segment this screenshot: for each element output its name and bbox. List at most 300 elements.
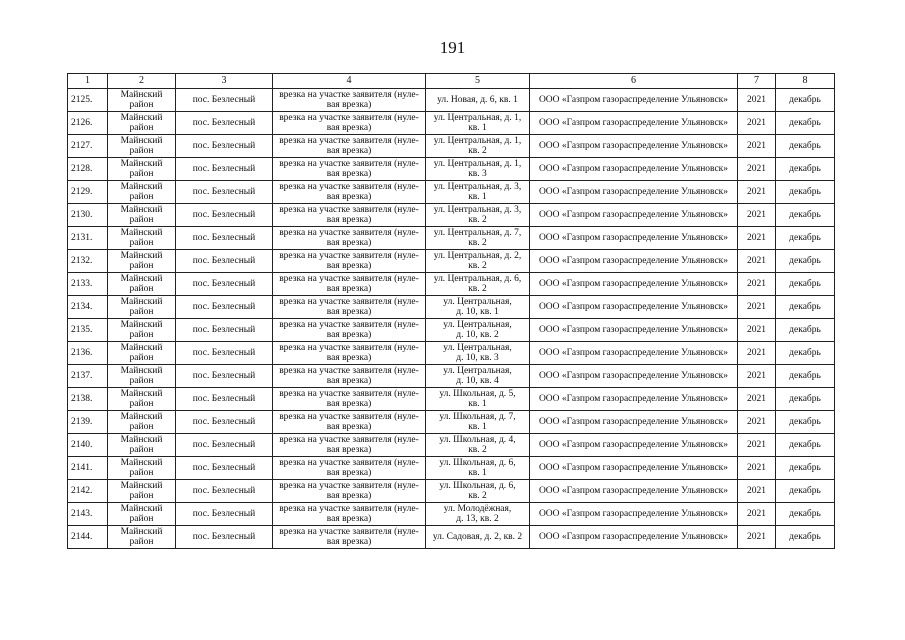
year-cell: 2021 [738,89,776,112]
district-cell-line: район [129,261,154,271]
address-cell-line: ул. Центральная, [443,343,512,353]
table-row [68,181,835,204]
column-header: 2 [108,74,176,89]
organization-cell: ООО «Газпром газораспределение Ульяновск» [530,526,738,549]
organization-cell: ООО «Газпром газораспределение Ульяновск» [530,296,738,319]
address-cell-line: ул. Центральная, д. 3, [433,205,522,215]
row-number: 2135. [68,319,108,342]
work-type-cell-line: врезка на участке заявителя (нуле- [279,205,419,215]
district-cell-line: Майнский [120,90,163,100]
work-type-cell [273,296,426,319]
work-type-cell-line: вая врезка) [326,238,372,248]
work-type-cell-line: вая врезка) [326,307,372,317]
work-type-cell-line: врезка на участке заявителя (нуле- [279,182,419,192]
work-type-cell [273,227,426,250]
month-cell: декабрь [776,457,835,480]
work-type-cell-line: врезка на участке заявителя (нуле- [279,320,419,330]
table-row [68,388,835,411]
organization-cell: ООО «Газпром газораспределение Ульяновск» [530,112,738,135]
work-type-cell-line: вая врезка) [326,537,372,547]
district-cell-line: район [129,169,154,179]
address-cell [426,319,530,342]
row-number: 2142. [68,480,108,503]
year-cell: 2021 [738,526,776,549]
table-row [68,204,835,227]
district-cell [108,112,176,135]
work-type-cell-line: вая врезка) [326,123,372,133]
row-number: 2126. [68,112,108,135]
work-type-cell [273,273,426,296]
organization-cell: ООО «Газпром газораспределение Ульяновск» [530,250,738,273]
month-cell: декабрь [776,181,835,204]
work-type-cell [273,457,426,480]
row-number: 2134. [68,296,108,319]
district-cell-line: Майнский [120,297,163,307]
work-type-cell-line: врезка на участке заявителя (нуле- [279,389,419,399]
address-cell [426,89,530,112]
month-cell: декабрь [776,480,835,503]
organization-cell: ООО «Газпром газораспределение Ульяновск» [530,434,738,457]
district-cell-line: район [129,491,154,501]
work-type-cell [273,181,426,204]
address-cell [426,480,530,503]
district-cell-line: район [129,376,154,386]
work-type-cell-line: врезка на участке заявителя (нуле- [279,412,419,422]
work-type-cell-line: вая врезка) [326,468,372,478]
settlement-cell: пос. Безлесный [176,250,273,273]
page-number: 191 [439,38,466,57]
month-cell: декабрь [776,342,835,365]
year-cell: 2021 [738,319,776,342]
table-row [68,250,835,273]
district-cell [108,342,176,365]
address-cell [426,457,530,480]
district-cell [108,365,176,388]
address-cell-line: ул. Центральная, [443,366,512,376]
district-cell-line: Майнский [120,458,163,468]
month-cell: декабрь [776,204,835,227]
row-number: 2127. [68,135,108,158]
row-number: 2130. [68,204,108,227]
district-cell-line: Майнский [120,182,163,192]
address-cell [426,411,530,434]
table-row [68,296,835,319]
address-cell-line: кв. 2 [468,215,487,225]
year-cell: 2021 [738,434,776,457]
work-type-cell-line: вая врезка) [326,215,372,225]
settlement-cell: пос. Безлесный [176,227,273,250]
work-type-cell [273,526,426,549]
work-type-cell-line: вая врезка) [326,146,372,156]
address-cell-line: ул. Центральная, д. 1, [433,136,522,146]
address-cell-line: ул. Центральная, [443,320,512,330]
work-type-cell-line: врезка на участке заявителя (нуле- [279,504,419,514]
address-cell-line: кв. 2 [468,146,487,156]
month-cell: декабрь [776,434,835,457]
work-type-cell-line: врезка на участке заявителя (нуле- [279,297,419,307]
organization-cell: ООО «Газпром газораспределение Ульяновск» [530,342,738,365]
settlement-cell: пос. Безлесный [176,135,273,158]
address-cell [426,365,530,388]
district-cell [108,480,176,503]
district-cell-line: район [129,422,154,432]
year-cell: 2021 [738,388,776,411]
district-cell-line: район [129,123,154,133]
settlement-cell: пос. Безлесный [176,158,273,181]
table-row [68,411,835,434]
work-type-cell [273,365,426,388]
settlement-cell: пос. Безлесный [176,365,273,388]
district-cell-line: район [129,284,154,294]
address-cell-line: ул. Центральная, д. 1, [433,113,522,123]
table-body [68,89,835,549]
organization-cell: ООО «Газпром газораспределение Ульяновск» [530,411,738,434]
address-cell-line: ул. Центральная, д. 3, [433,182,522,192]
year-cell: 2021 [738,112,776,135]
month-cell: декабрь [776,319,835,342]
row-number: 2139. [68,411,108,434]
year-cell: 2021 [738,204,776,227]
district-cell [108,250,176,273]
address-cell [426,503,530,526]
district-cell-line: Майнский [120,504,163,514]
table-row [68,480,835,503]
column-header: 8 [776,74,835,89]
district-cell [108,319,176,342]
district-cell-line: Майнский [120,527,163,537]
table-row [68,319,835,342]
district-cell [108,227,176,250]
address-cell [426,296,530,319]
settlement-cell: пос. Безлесный [176,411,273,434]
table-row [68,457,835,480]
address-cell-line: кв. 1 [468,192,487,202]
table-row [68,365,835,388]
work-type-cell [273,112,426,135]
district-cell-line: район [129,192,154,202]
table-row [68,158,835,181]
month-cell: декабрь [776,388,835,411]
work-type-cell [273,503,426,526]
column-header: 1 [68,74,108,89]
work-type-cell-line: вая врезка) [326,100,372,110]
work-type-cell-line: врезка на участке заявителя (нуле- [279,527,419,537]
district-cell-line: район [129,215,154,225]
organization-cell: ООО «Газпром газораспределение Ульяновск» [530,89,738,112]
table-row [68,526,835,549]
district-cell-line: Майнский [120,343,163,353]
month-cell: декабрь [776,158,835,181]
address-cell-line: ул. Центральная, д. 1, [433,159,522,169]
district-cell [108,296,176,319]
district-cell-line: район [129,330,154,340]
organization-cell: ООО «Газпром газораспределение Ульяновск» [530,181,738,204]
address-cell-line: кв. 2 [468,284,487,294]
month-cell: декабрь [776,135,835,158]
address-cell-line: д. 10, кв. 3 [456,353,499,363]
address-cell-line: кв. 1 [468,422,487,432]
year-cell: 2021 [738,411,776,434]
table-row [68,503,835,526]
work-type-cell-line: врезка на участке заявителя (нуле- [279,90,419,100]
address-cell-line: ул. Новая, д. 6, кв. 1 [437,95,518,105]
work-type-cell [273,319,426,342]
work-type-cell-line: вая врезка) [326,284,372,294]
table-row [68,227,835,250]
work-type-cell-line: врезка на участке заявителя (нуле- [279,251,419,261]
organization-cell: ООО «Газпром газораспределение Ульяновск» [530,503,738,526]
address-cell [426,388,530,411]
work-type-cell-line: вая врезка) [326,169,372,179]
row-number: 2128. [68,158,108,181]
row-number: 2131. [68,227,108,250]
row-number: 2143. [68,503,108,526]
year-cell: 2021 [738,135,776,158]
address-cell [426,135,530,158]
district-cell [108,273,176,296]
column-header: 6 [530,74,738,89]
address-cell-line: кв. 1 [468,399,487,409]
year-cell: 2021 [738,227,776,250]
settlement-cell: пос. Безлесный [176,503,273,526]
work-type-cell-line: вая врезка) [326,192,372,202]
header-row [68,74,835,89]
district-cell-line: Майнский [120,274,163,284]
address-cell [426,227,530,250]
row-number: 2133. [68,273,108,296]
year-cell: 2021 [738,296,776,319]
settlement-cell: пос. Безлесный [176,89,273,112]
month-cell: декабрь [776,112,835,135]
table-row [68,342,835,365]
month-cell: декабрь [776,296,835,319]
column-header: 4 [273,74,426,89]
work-type-cell-line: врезка на участке заявителя (нуле- [279,113,419,123]
settlement-cell: пос. Безлесный [176,319,273,342]
work-type-cell [273,89,426,112]
work-type-cell-line: вая врезка) [326,261,372,271]
address-cell-line: кв. 2 [468,491,487,501]
address-cell [426,273,530,296]
work-type-cell-line: вая врезка) [326,445,372,455]
work-type-cell-line: врезка на участке заявителя (нуле- [279,159,419,169]
settlement-cell: пос. Безлесный [176,434,273,457]
address-cell [426,342,530,365]
row-number: 2132. [68,250,108,273]
address-cell [426,112,530,135]
work-type-cell-line: врезка на участке заявителя (нуле- [279,366,419,376]
year-cell: 2021 [738,365,776,388]
table-row [68,112,835,135]
district-cell-line: район [129,445,154,455]
district-cell-line: Майнский [120,320,163,330]
work-type-cell-line: вая врезка) [326,330,372,340]
row-number: 2136. [68,342,108,365]
year-cell: 2021 [738,273,776,296]
address-cell-line: ул. Школьная, д. 6, [439,481,516,491]
address-cell-line: ул. Школьная, д. 5, [439,389,516,399]
address-cell [426,434,530,457]
settlement-cell: пос. Безлесный [176,181,273,204]
table-row [68,434,835,457]
address-cell-line: кв. 1 [468,468,487,478]
work-type-cell [273,135,426,158]
year-cell: 2021 [738,457,776,480]
row-number: 2140. [68,434,108,457]
district-cell-line: Майнский [120,435,163,445]
month-cell: декабрь [776,89,835,112]
settlement-cell: пос. Безлесный [176,457,273,480]
row-number: 2144. [68,526,108,549]
address-cell-line: кв. 2 [468,238,487,248]
table-row [68,135,835,158]
work-type-cell [273,250,426,273]
address-cell-line: ул. Центральная, д. 6, [433,274,522,284]
work-type-cell-line: врезка на участке заявителя (нуле- [279,136,419,146]
work-type-cell [273,342,426,365]
district-cell-line: район [129,238,154,248]
settlement-cell: пос. Безлесный [176,480,273,503]
work-type-cell-line: вая врезка) [326,491,372,501]
district-cell-line: Майнский [120,113,163,123]
month-cell: декабрь [776,526,835,549]
month-cell: декабрь [776,227,835,250]
address-cell-line: кв. 2 [468,445,487,455]
district-cell [108,89,176,112]
district-cell-line: Майнский [120,412,163,422]
work-type-cell-line: вая врезка) [326,422,372,432]
year-cell: 2021 [738,250,776,273]
registry-table [67,73,835,549]
district-cell-line: район [129,537,154,547]
table-row [68,273,835,296]
work-type-cell-line: врезка на участке заявителя (нуле- [279,274,419,284]
district-cell [108,457,176,480]
work-type-cell-line: врезка на участке заявителя (нуле- [279,343,419,353]
organization-cell: ООО «Газпром газораспределение Ульяновск» [530,388,738,411]
district-cell [108,158,176,181]
district-cell [108,411,176,434]
organization-cell: ООО «Газпром газораспределение Ульяновск» [530,135,738,158]
address-cell-line: ул. Школьная, д. 6, [439,458,516,468]
address-cell-line: ул. Садовая, д. 2, кв. 2 [432,532,523,542]
month-cell: декабрь [776,365,835,388]
address-cell [426,181,530,204]
district-cell-line: район [129,307,154,317]
work-type-cell-line: вая врезка) [326,376,372,386]
organization-cell: ООО «Газпром газораспределение Ульяновск» [530,365,738,388]
address-cell [426,526,530,549]
address-cell-line: кв. 2 [468,261,487,271]
organization-cell: ООО «Газпром газораспределение Ульяновск» [530,158,738,181]
settlement-cell: пос. Безлесный [176,273,273,296]
work-type-cell [273,388,426,411]
organization-cell: ООО «Газпром газораспределение Ульяновск» [530,204,738,227]
district-cell-line: Майнский [120,159,163,169]
organization-cell: ООО «Газпром газораспределение Ульяновск» [530,319,738,342]
year-cell: 2021 [738,158,776,181]
address-cell-line: д. 10, кв. 1 [456,307,499,317]
row-number: 2138. [68,388,108,411]
month-cell: декабрь [776,503,835,526]
address-cell-line: ул. Центральная, [443,297,512,307]
year-cell: 2021 [738,342,776,365]
row-number: 2137. [68,365,108,388]
address-cell-line: кв. 1 [468,123,487,133]
settlement-cell: пос. Безлесный [176,342,273,365]
month-cell: декабрь [776,411,835,434]
district-cell-line: Майнский [120,205,163,215]
settlement-cell: пос. Безлесный [176,112,273,135]
district-cell [108,503,176,526]
work-type-cell-line: врезка на участке заявителя (нуле- [279,228,419,238]
district-cell-line: Майнский [120,136,163,146]
district-cell-line: Майнский [120,228,163,238]
district-cell [108,526,176,549]
month-cell: декабрь [776,250,835,273]
year-cell: 2021 [738,503,776,526]
address-cell-line: д. 10, кв. 2 [456,330,499,340]
district-cell-line: Майнский [120,389,163,399]
address-cell-line: ул. Школьная, д. 7, [439,412,516,422]
address-cell-line: д. 13, кв. 2 [456,514,499,524]
work-type-cell-line: врезка на участке заявителя (нуле- [279,481,419,491]
year-cell: 2021 [738,480,776,503]
address-cell-line: ул. Школьная, д. 4, [439,435,516,445]
settlement-cell: пос. Безлесный [176,526,273,549]
work-type-cell-line: вая врезка) [326,399,372,409]
address-cell-line: ул. Центральная, д. 7, [433,228,522,238]
district-cell-line: район [129,100,154,110]
year-cell: 2021 [738,181,776,204]
district-cell-line: Майнский [120,251,163,261]
address-cell [426,204,530,227]
table-row [68,89,835,112]
district-cell-line: район [129,399,154,409]
district-cell [108,181,176,204]
district-cell [108,434,176,457]
district-cell [108,388,176,411]
work-type-cell [273,480,426,503]
district-cell-line: район [129,146,154,156]
column-header: 7 [738,74,776,89]
row-number: 2129. [68,181,108,204]
work-type-cell-line: врезка на участке заявителя (нуле- [279,458,419,468]
month-cell: декабрь [776,273,835,296]
work-type-cell [273,411,426,434]
column-header: 5 [426,74,530,89]
work-type-cell [273,204,426,227]
address-cell-line: д. 10, кв. 4 [456,376,499,386]
column-header: 3 [176,74,273,89]
organization-cell: ООО «Газпром газораспределение Ульяновск» [530,480,738,503]
district-cell-line: Майнский [120,366,163,376]
address-cell-line: ул. Молодёжная, [443,504,512,514]
work-type-cell [273,434,426,457]
address-cell [426,250,530,273]
work-type-cell-line: вая врезка) [326,353,372,363]
organization-cell: ООО «Газпром газораспределение Ульяновск» [530,457,738,480]
row-number: 2141. [68,457,108,480]
work-type-cell [273,158,426,181]
district-cell-line: Майнский [120,481,163,491]
settlement-cell: пос. Безлесный [176,204,273,227]
address-cell-line: ул. Центральная, д. 2, [433,251,522,261]
district-cell-line: район [129,353,154,363]
district-cell [108,204,176,227]
settlement-cell: пос. Безлесный [176,388,273,411]
organization-cell: ООО «Газпром газораспределение Ульяновск» [530,227,738,250]
